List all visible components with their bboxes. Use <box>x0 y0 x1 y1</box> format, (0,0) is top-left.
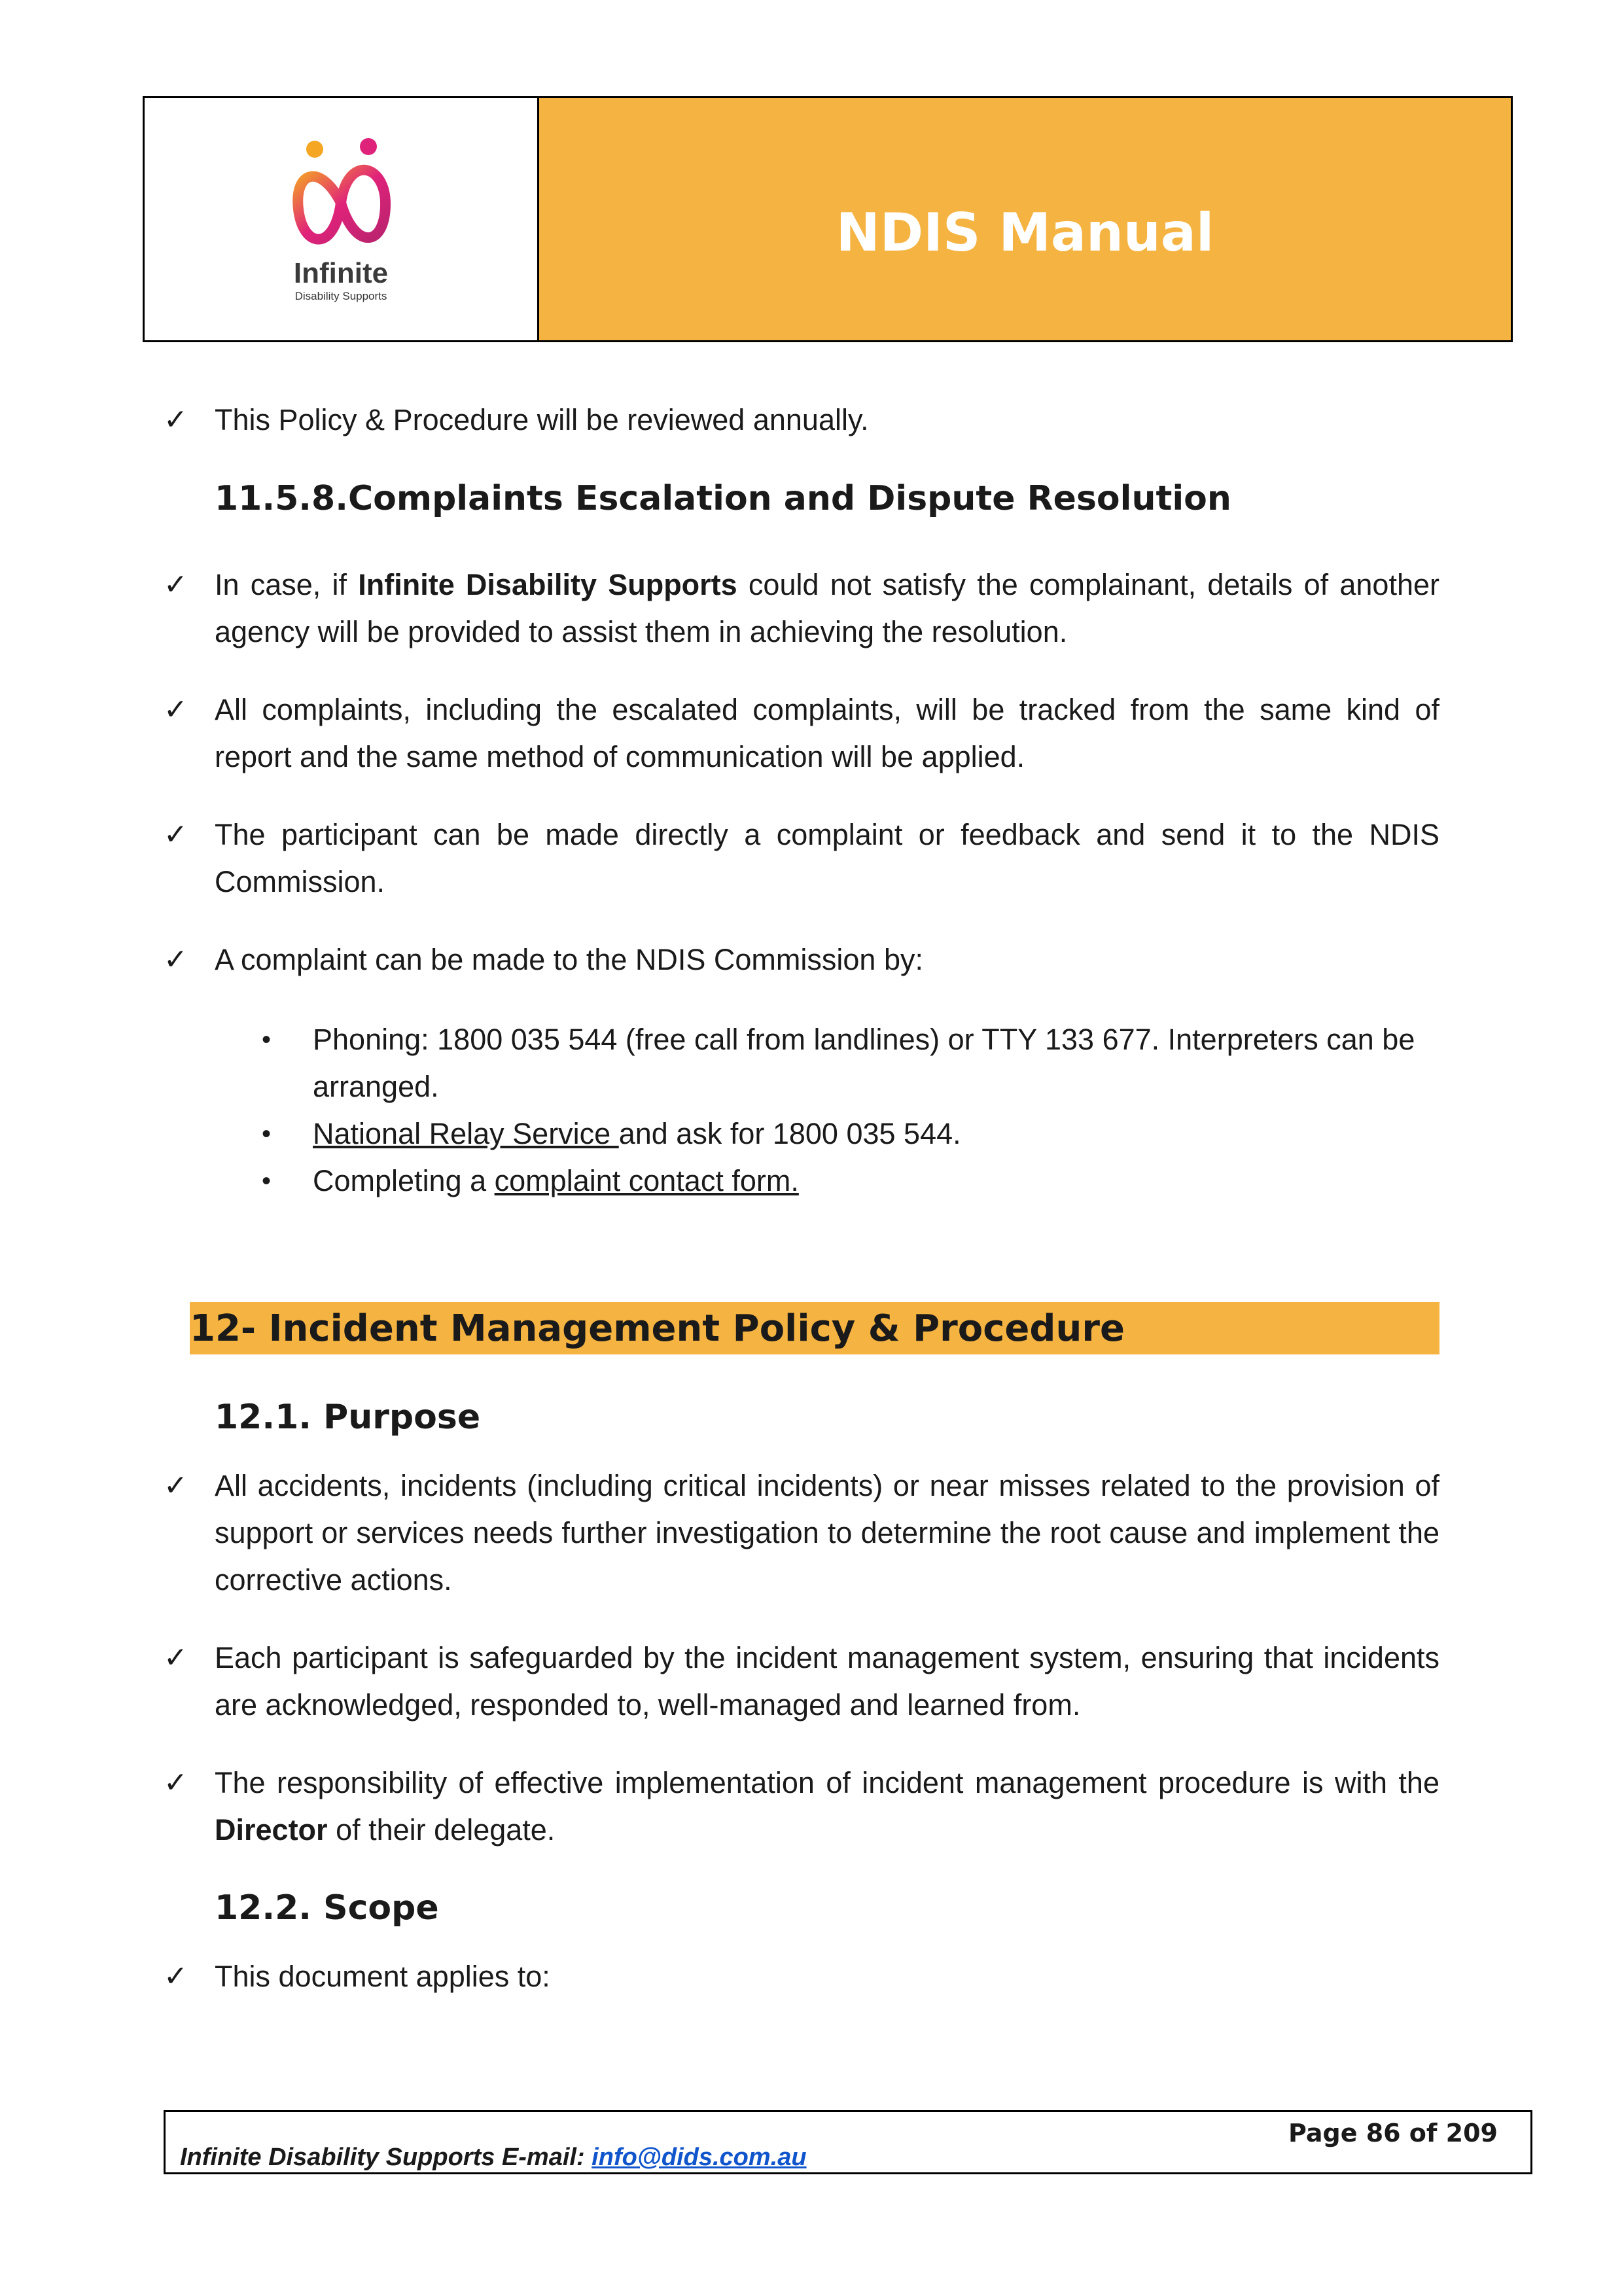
bullet-icon: • <box>262 1167 272 1195</box>
checklist-item: ✓ Each participant is safeguarded by the incident management system, ensuring that incidents are acknowledged, responded to, well-managed and learned from. <box>164 1634 1439 1729</box>
footer-contact: Infinite Disability Supports E-mail: info@dids.com.au <box>180 2144 807 2171</box>
document-header <box>143 96 1513 342</box>
section-heading-12-1: 12.1. Purpose <box>215 1398 481 1437</box>
bullet-icon: • <box>262 1120 272 1148</box>
email-link[interactable]: info@dids.com.au <box>591 2144 807 2171</box>
list-item: • Completing a complaint contact form. <box>262 1157 1439 1205</box>
section-heading-12-2: 12.2. Scope <box>215 1888 439 1928</box>
checklist-item: ✓ All complaints, including the escalated complaints, will be tracked from the same kind of report and the same method of communication will be applied. <box>164 686 1439 781</box>
organisation-name: Infinite Disability Supports <box>358 568 737 601</box>
logo <box>145 98 539 340</box>
checklist-item: ✓ This document applies to: <box>164 1953 1439 2000</box>
check-icon: ✓ <box>164 569 188 601</box>
check-icon: ✓ <box>164 819 188 851</box>
infinity-logo-icon <box>282 137 400 262</box>
document-footer <box>164 2110 1532 2174</box>
logo-name: Infinite <box>293 256 389 289</box>
check-icon: ✓ <box>164 1767 188 1799</box>
national-relay-service-link[interactable]: National Relay Service <box>313 1117 619 1150</box>
bullet-icon: • <box>262 1025 272 1054</box>
checklist-item: ✓ The participant can be made directly a complaint or feedback and send it to the NDIS Commission. <box>164 811 1439 906</box>
check-icon: ✓ <box>164 694 188 726</box>
check-icon: ✓ <box>164 944 188 976</box>
check-icon: ✓ <box>164 1960 188 1992</box>
checklist-item: ✓ In case, if Infinite Disability Supports could not satisfy the complainant, details of another agency will be provided to assist them in achieving the resolution. <box>164 561 1439 656</box>
contact-methods-list <box>262 1016 1439 1205</box>
checklist-item: ✓ All accidents, incidents (including critical incidents) or near misses related to the provision of support or services needs further investigation to determine the root cause and implement the corrective actions. <box>164 1462 1439 1604</box>
document-title: NDIS Manual <box>836 202 1214 263</box>
director-role: Director <box>215 1813 328 1846</box>
page-number: Page 86 of 209 <box>1288 2119 1498 2147</box>
check-icon: ✓ <box>164 404 188 436</box>
section-heading-12: 12- Incident Management Policy & Procedure <box>190 1302 1439 1354</box>
checklist-item: ✓ This Policy & Procedure will be reviewed annually. <box>164 397 1439 444</box>
check-icon: ✓ <box>164 1642 188 1674</box>
section-heading-11-5-8: 11.5.8.Complaints Escalation and Dispute Resolution <box>215 479 1231 518</box>
list-item: • National Relay Service and ask for 1800 035 544. <box>262 1110 1439 1157</box>
check-icon: ✓ <box>164 1470 188 1502</box>
header-title-cell <box>539 98 1511 340</box>
logo-subtitle: Disability Supports <box>294 289 387 302</box>
complaint-contact-form-link[interactable]: complaint contact form. <box>494 1164 799 1197</box>
list-item: • Phoning: 1800 035 544 (free call from landlines) or TTY 133 677. Interpreters can be arranged. <box>262 1016 1439 1110</box>
checklist-item: ✓ The responsibility of effective implementation of incident management procedure is with the Director of their delegate. <box>164 1759 1439 1854</box>
checklist-item: ✓ A complaint can be made to the NDIS Commission by: <box>164 936 1439 983</box>
